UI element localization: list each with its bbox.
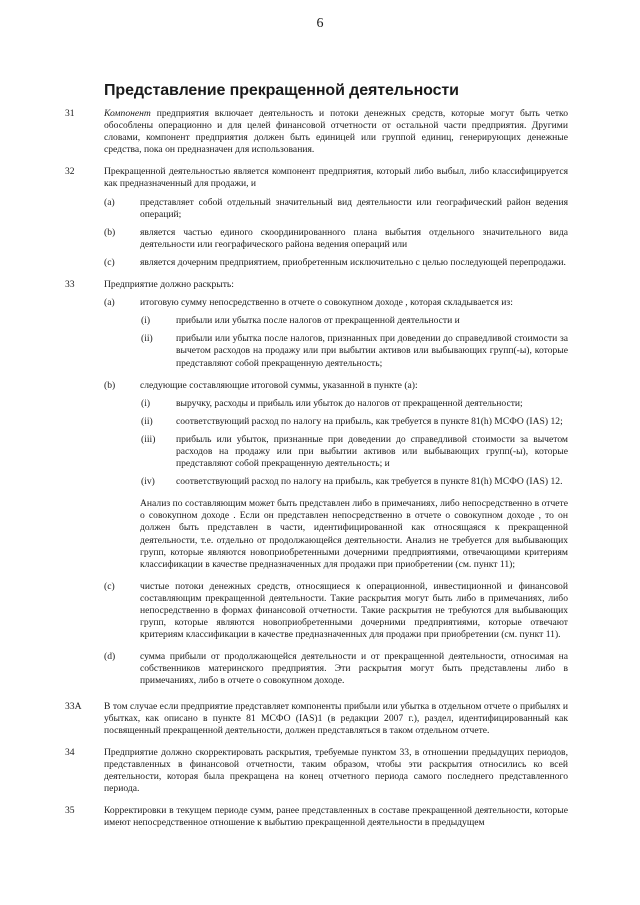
paragraph-number: 35 [65, 805, 75, 817]
sub-item-33a-ii [141, 333, 568, 369]
sub-item-33a-i [141, 315, 568, 327]
list-item-33b [104, 379, 568, 392]
list-marker: (c) [104, 256, 115, 268]
list-marker: (i) [141, 397, 151, 409]
list-item-32a [104, 196, 568, 221]
paragraph-35 [65, 805, 568, 829]
list-marker: (a) [104, 297, 115, 309]
list-item-text: прибыль или убыток, признанные при доведении до справедливой стоимости за вычетом расходов на продажу или при выбытии активов или выбывающих групп(-ы), которые представляют собой прекращенную деятельность; и [176, 433, 568, 470]
list-item-text: итоговую сумму непосредственно в отчете о совокупном доходе , которая складывается из: [140, 297, 513, 309]
paragraph-number: 34 [65, 746, 75, 758]
paragraph-number: 33A [65, 700, 82, 712]
list-item-text: прибыли или убытка после налогов, признанных при доведении до справедливой стоимости за вычетом расходов на продажу или при выбытии активов или выбывающих групп(-ы), которые представляют собой прекращенную деятельность; [176, 333, 568, 369]
list-item-text: выручку, расходы и прибыль или убыток до налогов от прекращенной деятельности; [176, 397, 523, 409]
list-item-text: является дочерним предприятием, приобретенным исключительно с целью последующей перепродажи. [140, 256, 566, 268]
list-item-32c [104, 256, 568, 269]
list-item-text: является частью единого скоординированного плана выбытия отдельного значительного вида деятельности или географического района ведения операций или [140, 226, 568, 250]
sub-item-33b-iv [141, 476, 568, 488]
paragraph-text: Прекращенной деятельностью является компонент предприятия, который либо выбыл, либо классифицируется как предназначенный для продажи, и [104, 166, 568, 190]
paragraph-number: 32 [65, 166, 75, 178]
list-marker: (a) [104, 196, 115, 208]
list-item-text: следующие составляющие итоговой суммы, указанной в пункте (a): [140, 379, 418, 391]
list-marker: (ii) [141, 333, 153, 345]
paragraph-number: 33 [65, 279, 75, 291]
list-item-text: чистые потоки денежных средств, относящиеся к операционной, инвестиционной и финансовой составляющим прекращенной деятельности. Такие раскрытия могут быть либо в примечаниях, либо непосредственно в формах финансовой отчетности. Такие раскрытия не требуются для выбывающих групп, которые являются новоприобретенными дочерними предприятиями, которые отвечают критериям классификации в качестве предназначенных для продажи при приобретении (см. пункт 11). [140, 580, 568, 641]
list-item-text: соответствующий расход по налогу на прибыль, как требуется в пункте 81(h) МСФО (IAS) 12; [176, 415, 563, 427]
list-item-33c [104, 580, 568, 641]
list-marker: (ii) [141, 415, 153, 427]
sub-item-33b-ii [141, 415, 568, 428]
list-item-33d [104, 651, 568, 687]
defined-term: Компонент [104, 108, 151, 119]
list-marker: (i) [141, 315, 151, 327]
list-marker: (c) [104, 580, 115, 592]
list-item-text: прибыли или убытка после налогов от прекращенной деятельности и [176, 315, 460, 327]
paragraph-31 [65, 108, 568, 156]
list-marker: (b) [104, 379, 116, 391]
sub-item-33b-i [141, 397, 568, 410]
list-item-33a [104, 297, 568, 309]
list-marker: (d) [104, 651, 116, 663]
page-number: 6 [316, 16, 324, 31]
list-item-text: сумма прибыли от продолжающейся деятельности и от прекращенной деятельности, относимая на собственников материнского предприятия. Эти раскрытия могут быть представлены либо в примечаниях, либо в отчете о совокупном доходе. [140, 651, 568, 687]
paragraph-33b-note: Анализ по составляющим может быть представлен либо в примечаниях, либо непосредственно в отчете о совокупном доходе . Если он представлен непосредственно в отчете о совокупном доходе , то он должен быть представлен в части, идентифицированной как относящаяся к прекращенной деятельности, т.е. отдельно от продолжающейся деятельности. Анализ не требуется для выбывающих групп, которые являются новоприобретенными дочерними предприятиями, отвечающими критериям классификации в качестве предназначенных для продажи при приобретении (см. пункт 11); [140, 498, 568, 570]
paragraph-text: Предприятие должно раскрыть: [104, 279, 234, 291]
list-marker: (iv) [141, 476, 155, 488]
section-heading: Представление прекращенной деятельности [104, 82, 459, 99]
list-item-text: представляет собой отдельный значительный вид деятельности или географический район ведения операций; [140, 196, 568, 220]
paragraph-32 [65, 166, 568, 190]
paragraph-text: Предприятие должно скорректировать раскрытия, требуемые пунктом 33, в отношении предыдущих периодов, представленных в финансовой отчетности, таким образом, чтобы эти раскрытия относились ко всей деятельности, которая была прекращена на конец отчетного периода самого последнего представленного периода. [104, 746, 568, 795]
paragraph-text: Корректировки в текущем периоде сумм, ранее представленных в составе прекращенной деятельности, которые имеют непосредственное отношение к выбытию прекращенной деятельности в предыдущем [104, 805, 568, 829]
sub-item-33b-iii [141, 433, 568, 470]
list-item-32b [104, 226, 568, 251]
paragraph-text: В том случае если предприятие представляет компоненты прибыли или убытка в отдельном отчете о прибылях и убытках, как описано в пункте 81 МСФО (IAS)1 (в редакции 2007 г.), раздел, идентифицированный как посвященный прекращенной деятельности, должен представляться в таком отдельном отчете. [104, 700, 568, 736]
paragraph-text: предприятия включает деятельность и потоки денежных средств, которые могут быть четко обособлены операционно и для целей финансовой отчетности от остальной части предприятия. Другими словами, компонент предприятия должен быть единицей или группой единиц, генерирующих денежные средства, пока он предназначен для использования. [104, 108, 568, 156]
list-marker: (b) [104, 226, 116, 238]
document-body [0, 108, 640, 829]
paragraph-34 [65, 746, 568, 795]
paragraph-number: 31 [65, 108, 75, 119]
list-item-text: соответствующий расход по налогу на прибыль, как требуется в пункте 81(h) МСФО (IAS) 12. [176, 476, 563, 488]
list-marker: (iii) [141, 433, 156, 445]
paragraph-33 [65, 279, 568, 291]
paragraph-33a [65, 700, 568, 737]
